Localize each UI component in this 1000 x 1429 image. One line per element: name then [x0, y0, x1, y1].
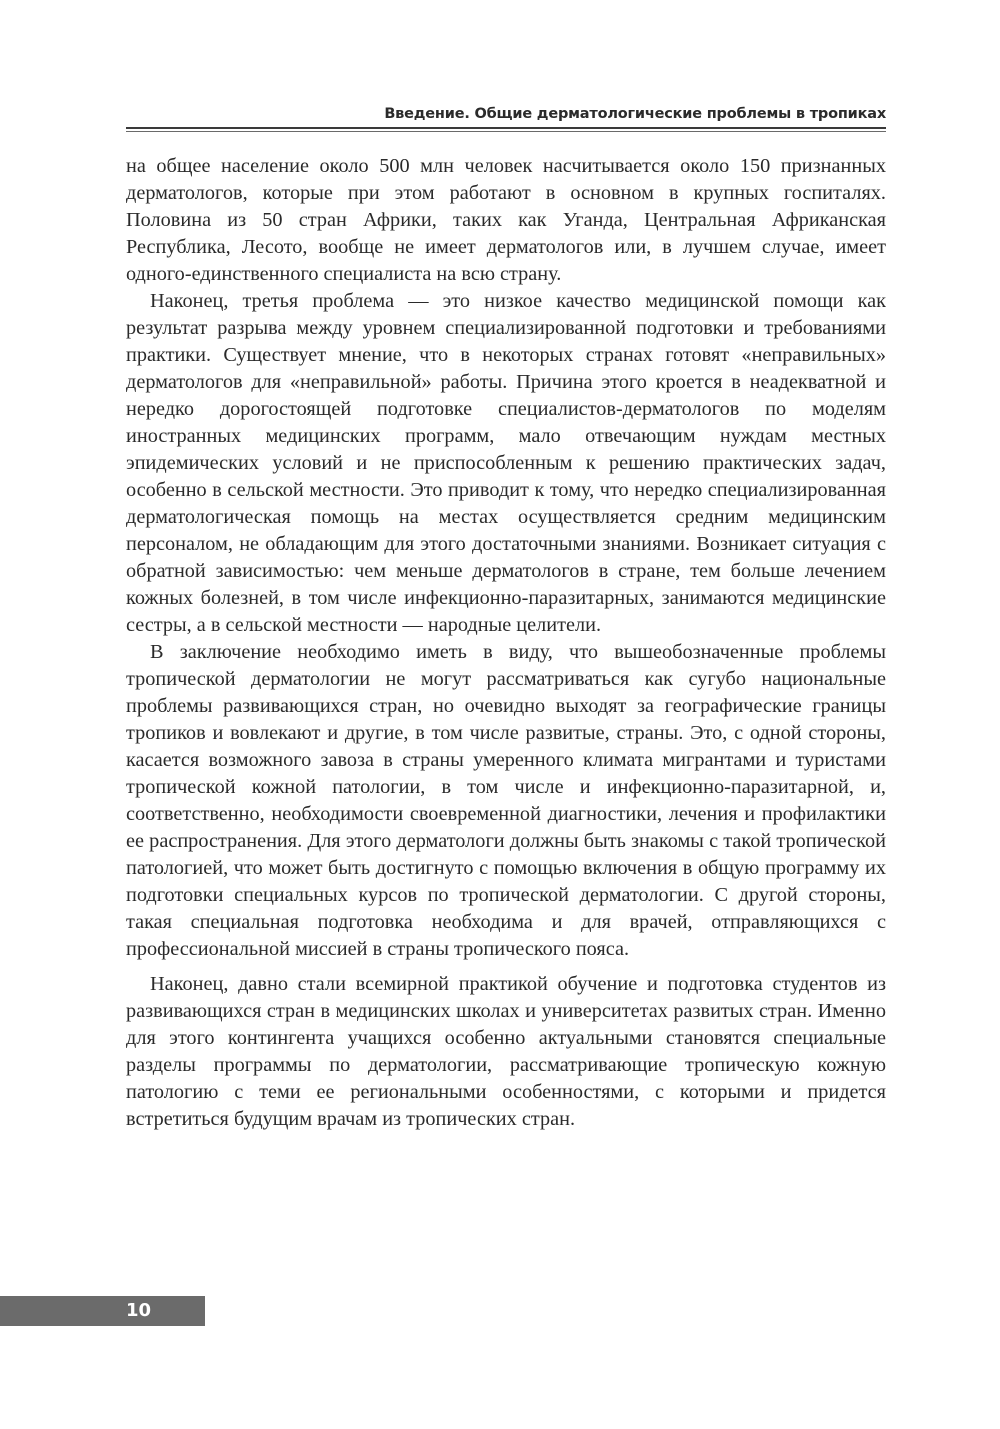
page-number: 10	[126, 1300, 152, 1321]
body-text	[126, 153, 886, 1133]
paragraph-1: на общее население около 500 млн человек насчитывается около 150 признанных дерматологов, которые при этом работают в основном в крупных госпиталях. Половина из 50 стран Африки, таких как Уганда, Центральная Африканская Республика, Лесото, вообще не имеет дерматологов или, в лучшем случае, имеет одного-единственного специалиста на всю страну.	[126, 155, 886, 285]
header-rule-secondary	[126, 131, 886, 132]
header-rule	[126, 127, 886, 129]
paragraph-2: Наконец, третья проблема — это низкое качество медицинской помощи как результат разрыва между уровнем специализированной подготовки и требованиями практики. Существует мнение, что в некоторых странах готовят «неправильных» дерматологов для «неправильной» работы. Причина этого кроется в неадекватной и нередко дорогостоящей подготовке специалистов-дерматологов по моделям иностранных медицинских программ, мало отвечающим нуждам местных эпидемических условий и не приспособленным к решению практических задач, особенно в сельской местности. Это приводит к тому, что нередко специализированная дерматологическая помощь на местах осуществляется средним медицинским персоналом, не обладающим для этого достаточными знаниями. Возникает ситуация с обратной зависимостью: чем меньше дерматологов в стране, тем больше лечением кожных болезней, в том числе инфекционно-паразитарных, занимаются медицинские сестры, а в сельской местности — народные целители.	[126, 290, 886, 636]
running-header-title: Введение. Общие дерматологические проблемы в тропиках	[384, 106, 886, 122]
paragraph-3: В заключение необходимо иметь в виду, что вышеобозначенные проблемы тропической дерматологии не могут рассматриваться как сугубо национальные проблемы развивающихся стран, но очевидно выходят за географические границы тропиков и вовлекают и другие, в том числе развитые, страны. Это, с одной стороны, касается возможного завоза в страны умеренного климата мигрантами и туристами тропической кожной патологии, в том числе и инфекционно-паразитарной, и, соответственно, необходимости своевременной диагностики, лечения и профилактики ее распространения. Для этого дерматологи должны быть знакомы с такой тропической патологией, что может быть достигнуто с помощью включения в общую программу их подготовки специальных курсов по тропической дерматологии. С другой стороны, такая специальная подготовка необходима и для врачей, отправляющихся с профессиональной миссией в страны тропического пояса.	[126, 641, 886, 960]
page-number-bar	[0, 1296, 205, 1326]
paragraph-4: Наконец, давно стали всемирной практикой обучение и подготовка студентов из развивающихся стран в медицинских школах и университетах развитых стран. Именно для этого контингента учащихся особенно актуальными становятся специальные разделы программы по дерматологии, рассматривающие тропическую кожную патологию с теми ее региональными особенностями, с которыми и придется встретиться будущим врачам из тропических стран.	[126, 973, 886, 1130]
